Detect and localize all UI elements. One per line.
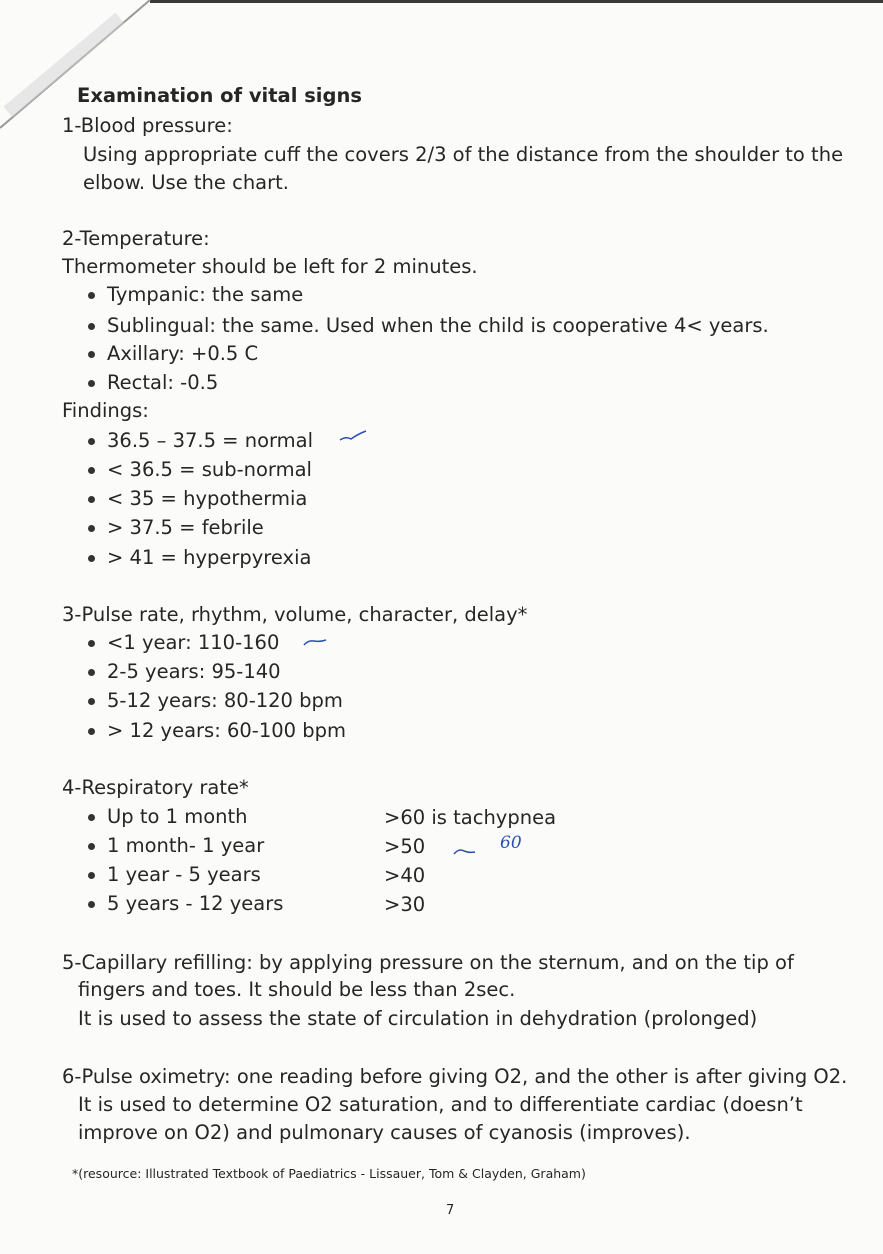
handwritten-note: 60 [500,833,522,853]
bullet [88,814,95,821]
resp-rate: >30 [384,893,426,916]
pulse-item: 5-12 years: 80-120 bpm [107,689,343,712]
page-title: Examination of vital signs [77,84,362,107]
bullet [88,901,95,908]
bp-line-1: Using appropriate cuff the covers 2/3 of the distance from the shoulder to the [83,143,844,166]
pulse-heading: 3-Pulse rate, rhythm, volume, character, delay* [62,603,528,626]
temp-site-item: Tympanic: the same [107,283,304,306]
finding-item: > 41 = hyperpyrexia [107,546,312,569]
bullet [88,669,95,676]
temp-site-item: Axillary: +0.5 C [107,342,259,365]
resp-age: 1 year - 5 years [107,863,261,886]
bullet [88,351,95,358]
cap-line-2: fingers and toes. It should be less than 2sec. [78,978,516,1001]
bullet [88,292,95,299]
oxi-line-2: It is used to determine O2 saturation, and to differentiate cardiac (doesn’t [78,1093,803,1116]
bullet [88,555,95,562]
oxi-line-1: 6-Pulse oximetry: one reading before giving O2, and the other is after giving O2. [62,1065,848,1088]
bullet [88,872,95,879]
scan-top-edge [150,0,883,3]
handwritten-tick-mark [452,844,478,858]
bullet [88,728,95,735]
pulse-item: <1 year: 110-160 [107,631,280,654]
pulse-item: 2-5 years: 95-140 [107,660,281,683]
bullet [88,843,95,850]
resp-age: 5 years - 12 years [107,892,284,915]
finding-item: < 35 = hypothermia [107,487,308,510]
temp-intro: Thermometer should be left for 2 minutes. [62,255,478,278]
temp-site-item: Sublingual: the same. Used when the child is cooperative 4< years. [107,314,769,337]
finding-item: 36.5 – 37.5 = normal [107,429,314,452]
page-number: 7 [446,1203,455,1218]
resp-rate: >60 is tachypnea [384,806,557,829]
bullet [88,698,95,705]
cap-line-3: It is used to assess the state of circulation in dehydration (prolonged) [78,1007,758,1030]
source-citation: *(resource: Illustrated Textbook of Paediatrics - Lissauer, Tom & Clayden, Graham) [72,1166,586,1181]
finding-item: > 37.5 = febrile [107,516,264,539]
finding-item: < 36.5 = sub-normal [107,458,312,481]
temp-heading: 2-Temperature: [62,227,210,250]
bullet [88,525,95,532]
handwritten-check-mark [338,428,368,444]
bullet [88,496,95,503]
bullet [88,640,95,647]
bullet [88,380,95,387]
bullet [88,438,95,445]
findings-label: Findings: [62,399,149,422]
cap-line-1: 5-Capillary refilling: by applying pressure on the sternum, and on the tip of [62,951,794,974]
resp-age: 1 month- 1 year [107,834,265,857]
bullet [88,467,95,474]
bp-heading: 1-Blood pressure: [62,114,233,137]
resp-rate: >40 [384,864,426,887]
resp-rate: >50 [384,835,426,858]
temp-site-item: Rectal: -0.5 [107,371,219,394]
bp-line-2: elbow. Use the chart. [83,171,289,194]
resp-age: Up to 1 month [107,805,248,828]
bullet [88,323,95,330]
resp-heading: 4-Respiratory rate* [62,776,249,799]
pulse-item: > 12 years: 60-100 bpm [107,719,346,742]
handwritten-dash-mark [302,636,328,648]
oxi-line-3: improve on O2) and pulmonary causes of cyanosis (improves). [78,1121,691,1144]
